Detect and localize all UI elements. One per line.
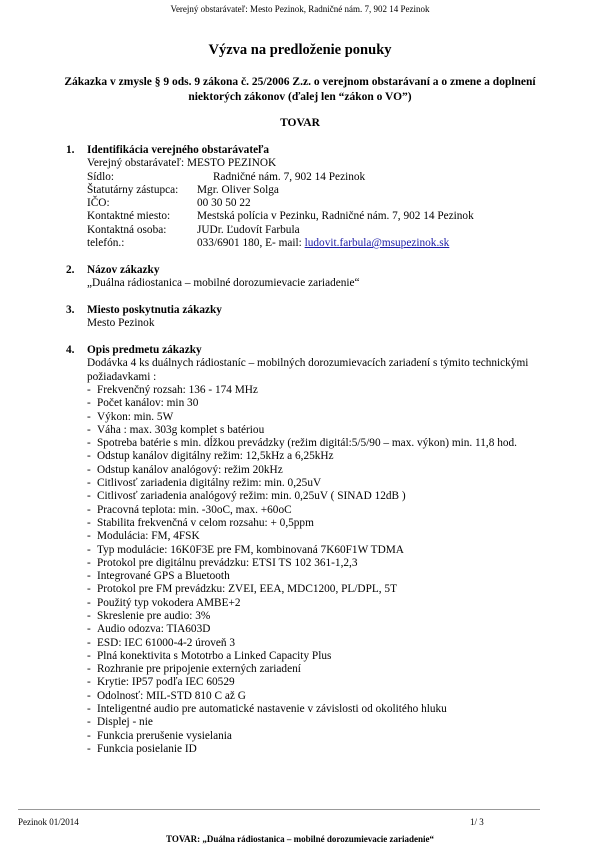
section-title bbox=[66, 264, 566, 291]
footer-date: Pezinok 01/2014 bbox=[18, 817, 79, 827]
field-value: Mgr. Oliver Solga bbox=[197, 183, 279, 196]
document-body bbox=[66, 144, 566, 756]
list-item: - Citlivosť zariadenia analógový režim: min. 0,25uV ( SINAD 12dB ) bbox=[87, 490, 566, 503]
field-label: Štatutárny zástupca: bbox=[87, 183, 179, 196]
list-item: - Odstup kanálov digitálny režim: 12,5kHz a 6,25kHz bbox=[87, 450, 566, 463]
field-label: Sídlo: bbox=[87, 170, 114, 183]
email-link[interactable]: ludovit.farbula@msupezinok.sk bbox=[304, 237, 450, 250]
section-identification bbox=[66, 144, 566, 250]
list-item: - Typ modulácie: 16K0F3E pre FM, kombinovaná 7K60F1W TDMA bbox=[87, 544, 566, 557]
field-value: Mestská polícia v Pezinku, Radničné nám. 7, 902 14 Pezinok bbox=[197, 210, 474, 223]
page-subtitle: Zákazka v zmysle § 9 ods. 9 zákona č. 25/2006 Z.z. o verejnom obstarávaní a o zmene a doplnení niektorých zákonov (ďalej len “zákon o VO”) bbox=[64, 76, 536, 103]
list-item: - Spotreba batérie s min. dĺžkou prevádzky (režim digitál:5/5/90 – max. výkon) min. 11,8 hod. bbox=[87, 437, 566, 450]
field-value: Radničné nám. 7, 902 14 Pezinok bbox=[213, 170, 366, 183]
list-item: - Funkcia prerušenie vysielania bbox=[87, 730, 566, 743]
section-description bbox=[66, 344, 566, 756]
list-item: - Výkon: min. 5W bbox=[87, 411, 566, 424]
field-value: 00 30 50 22 bbox=[197, 197, 251, 210]
contract-name: „Duálna rádiostanica – mobilné dorozumievacie zariadenie“ bbox=[87, 277, 360, 290]
section-heading: Názov zákazky bbox=[87, 263, 160, 276]
section-heading: Miesto poskytnutia zákazky bbox=[87, 303, 222, 316]
list-item: - Skreslenie pre audio: 3% bbox=[87, 610, 566, 623]
field-value: 033/6901 180, E- mail: bbox=[197, 237, 305, 250]
section-heading: Identifikácia verejného obstarávateľa bbox=[87, 144, 270, 156]
list-item: - Stabilita frekvenčná v celom rozsahu: + 0,5ppm bbox=[87, 517, 566, 530]
section-number: 3. bbox=[66, 303, 75, 316]
field-label: Kontaktné miesto: bbox=[87, 210, 171, 223]
list-item: - Citlivosť zariadenia digitálny režim: min. 0,25uV bbox=[87, 477, 566, 490]
section-location bbox=[66, 304, 566, 331]
field-label: IČO: bbox=[87, 197, 110, 210]
list-item: - Váha : max. 303g komplet s batériou bbox=[87, 424, 566, 437]
section-heading: Opis predmetu zákazky bbox=[87, 344, 202, 357]
requirements-list bbox=[87, 384, 566, 756]
list-item: - Audio odozva: TIA603D bbox=[87, 623, 566, 636]
field-label: telefón.: bbox=[87, 237, 125, 250]
list-item: - Inteligentné audio pre automatické nastavenie v závislosti od okolitého hluku bbox=[87, 703, 566, 716]
list-item: - Odstup kanálov analógový: režim 20kHz bbox=[87, 464, 566, 477]
page-title: Výzva na predloženie ponuky bbox=[208, 42, 392, 58]
section-number: 2. bbox=[66, 263, 75, 276]
list-item: - Integrované GPS a Bluetooth bbox=[87, 570, 566, 583]
list-item: - Počet kanálov: min 30 bbox=[87, 397, 566, 410]
list-item: - Krytie: IP57 podľa IEC 60529 bbox=[87, 676, 566, 689]
contracting-authority: Verejný obstarávateľ: MESTO PEZINOK bbox=[87, 157, 277, 170]
list-item: - Odolnosť: MIL-STD 810 C až G bbox=[87, 690, 566, 703]
list-item: - Použitý typ vokodera AMBE+2 bbox=[87, 597, 566, 610]
description-intro: Dodávka 4 ks duálnych rádiostaníc – mobilných dorozumievacích zariadení s týmito technickými požiadavkami : bbox=[87, 357, 529, 383]
field-label: Kontaktná osoba: bbox=[87, 223, 167, 236]
footer-divider bbox=[18, 809, 540, 810]
section-number: 4. bbox=[66, 344, 75, 357]
field-value: JUDr. Ľudovít Farbula bbox=[197, 223, 300, 236]
list-item: - Funkcia posielanie ID bbox=[87, 743, 566, 756]
location-text: Mesto Pezinok bbox=[87, 317, 155, 330]
page-header: Verejný obstarávateľ: Mesto Pezinok, Radničné nám. 7, 902 14 Pezinok bbox=[170, 4, 430, 14]
list-item: - Modulácia: FM, 4FSK bbox=[87, 530, 566, 543]
list-item: - Rozhranie pre pripojenie externých zariadení bbox=[87, 663, 566, 676]
list-item: - Protokol pre FM prevádzku: ZVEI, EEA, MDC1200, PL/DPL, 5T bbox=[87, 583, 566, 596]
tovar-label: TOVAR bbox=[280, 117, 320, 129]
list-item: - Displej - nie bbox=[87, 716, 566, 729]
section-number: 1. bbox=[66, 144, 75, 156]
list-item: - Protokol pre digitálnu prevádzku: ETSI TS 102 361-1,2,3 bbox=[87, 557, 566, 570]
footer-title: TOVAR: „Duálna rádiostanica – mobilné dorozumievacie zariadenie“ bbox=[165, 834, 434, 844]
list-item: - Pracovná teplota: min. -30oC, max. +60oC bbox=[87, 504, 566, 517]
list-item: - Frekvenčný rozsah: 136 - 174 MHz bbox=[87, 384, 566, 397]
list-item: - Plná konektivita s Mototrbo a Linked Capacity Plus bbox=[87, 650, 566, 663]
list-item: - ESD: IEC 61000-4-2 úroveň 3 bbox=[87, 637, 566, 650]
page-number: 1/ 3 bbox=[470, 817, 484, 827]
